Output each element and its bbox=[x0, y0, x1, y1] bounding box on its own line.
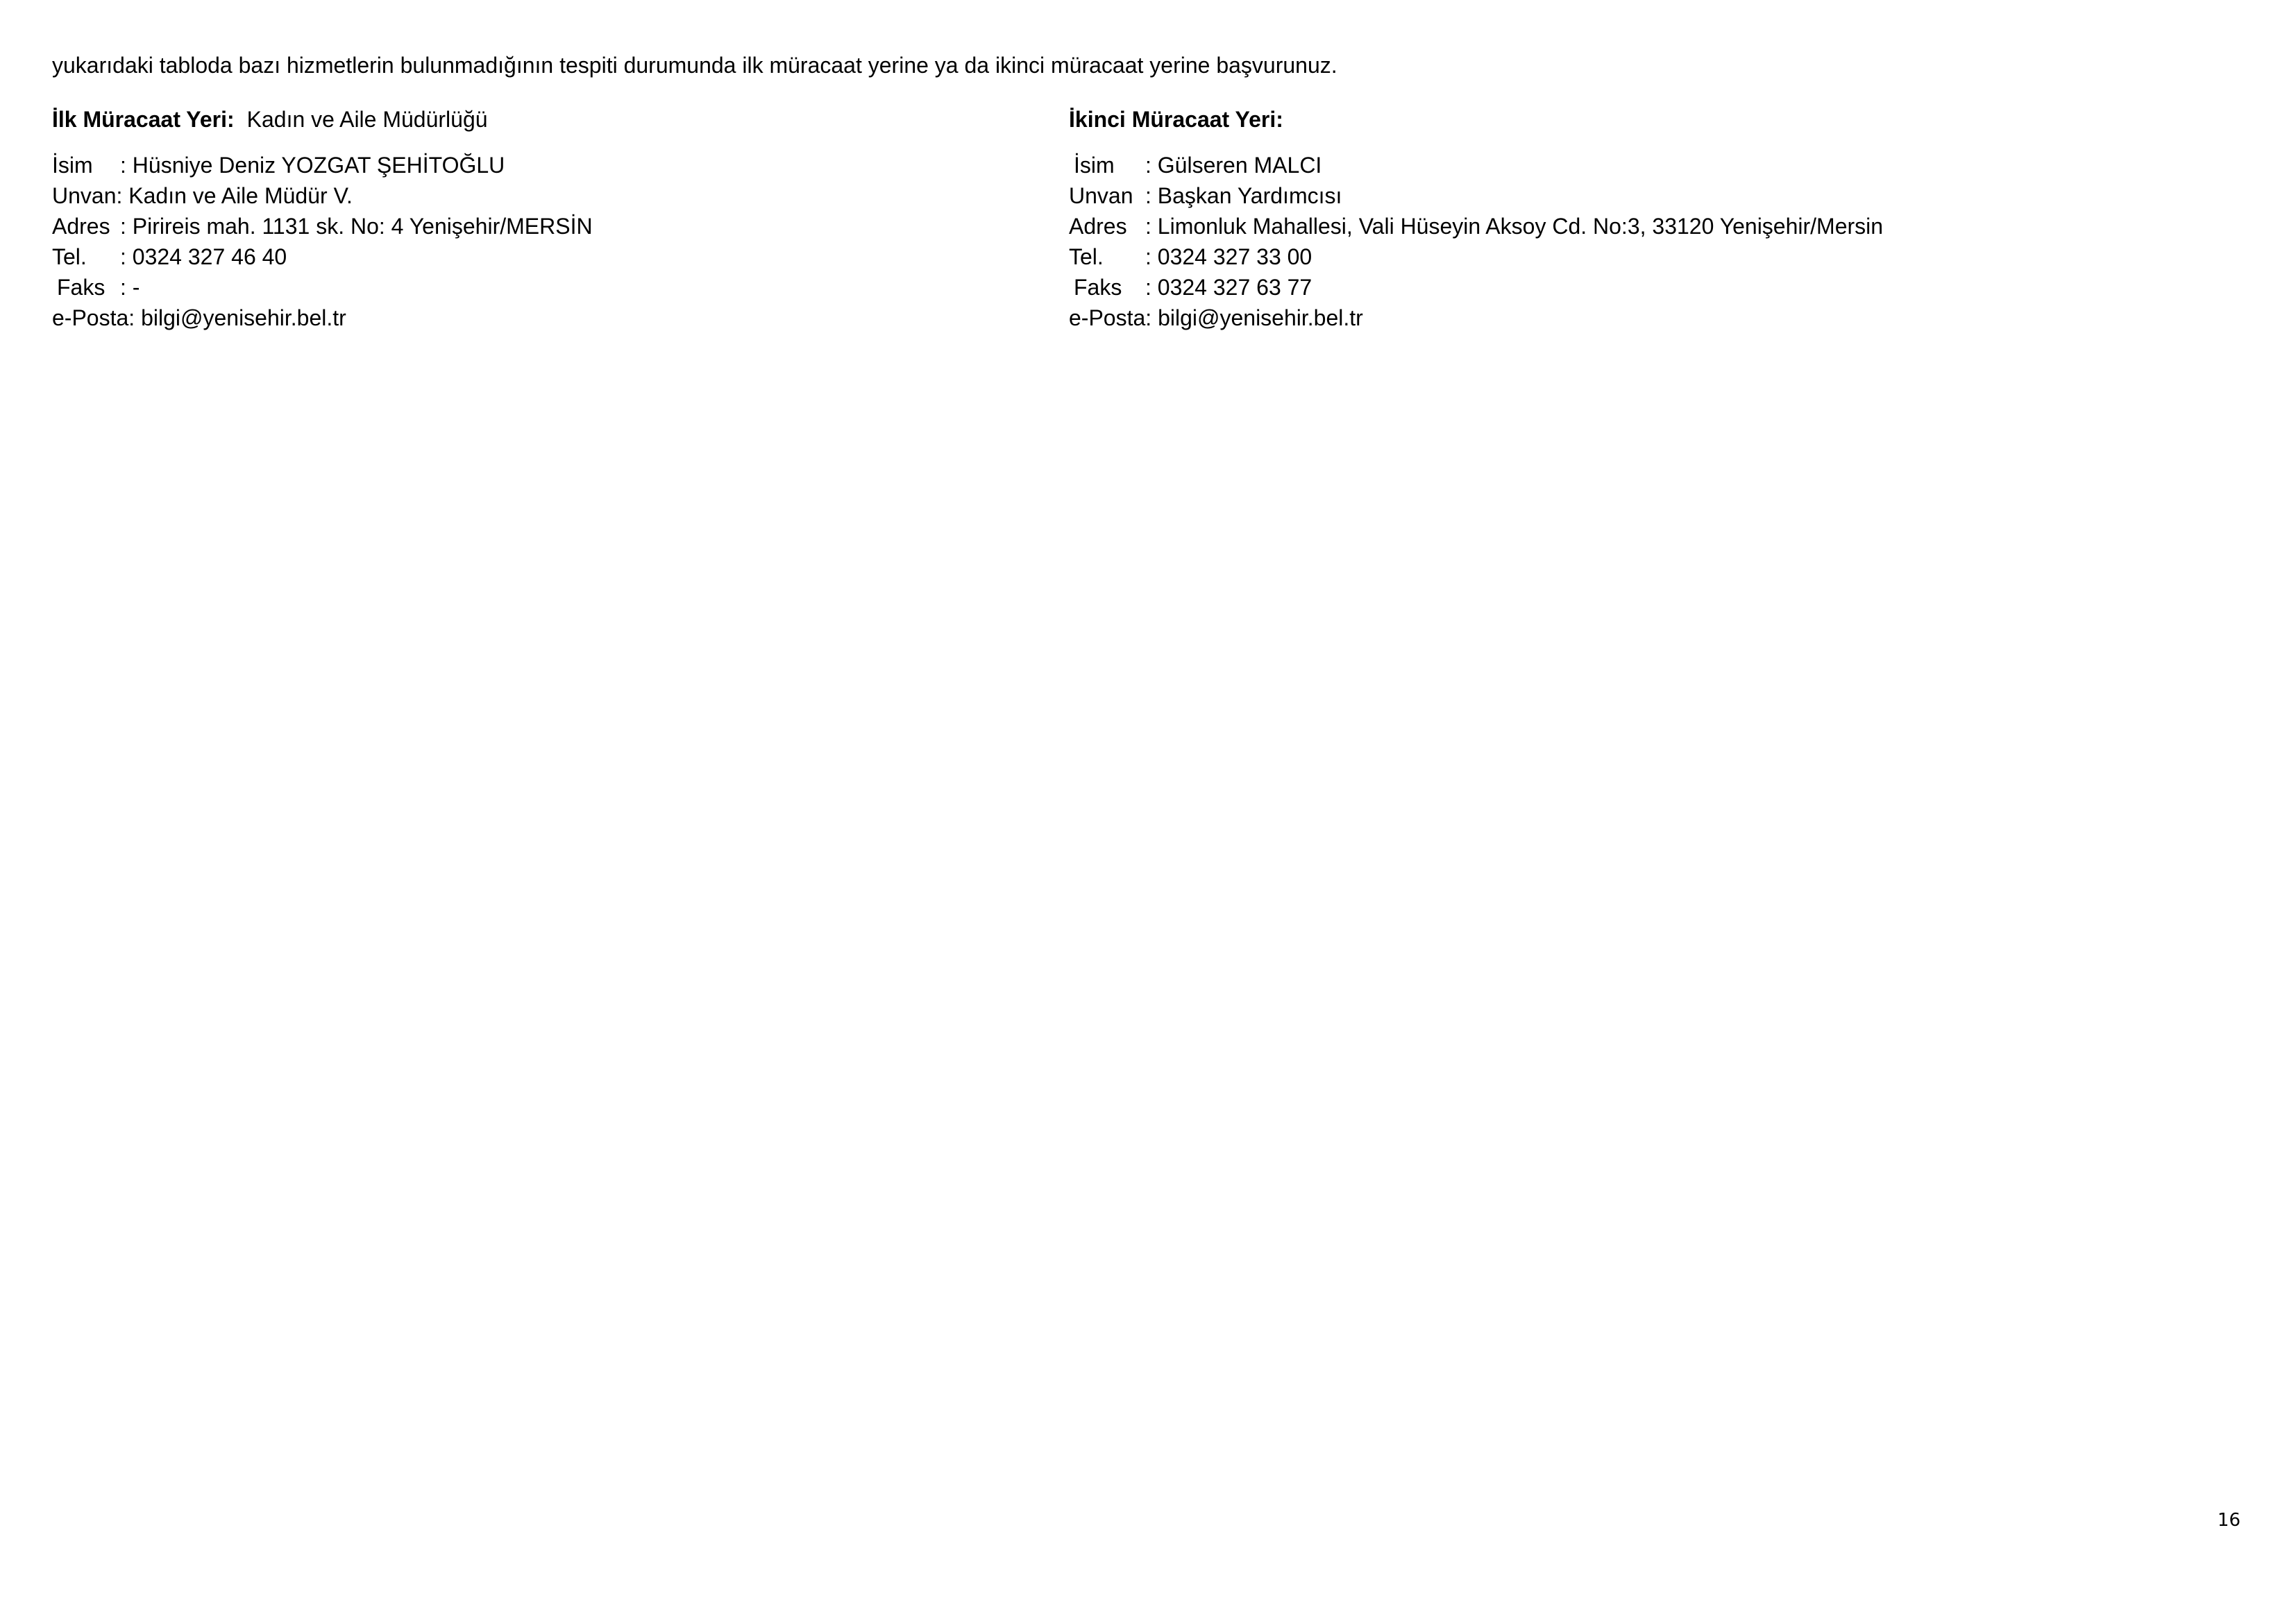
second-adres-label: Adres bbox=[1069, 214, 1127, 239]
first-tel-label: Tel. bbox=[52, 244, 87, 269]
first-adres-label: Adres bbox=[52, 214, 110, 239]
first-faks-label: Faks bbox=[57, 275, 105, 300]
first-application-contact bbox=[52, 103, 593, 333]
first-eposta-label: e-Posta bbox=[52, 305, 129, 330]
first-tel-value: : 0324 327 46 40 bbox=[120, 244, 287, 269]
second-tel-label: Tel. bbox=[1069, 244, 1104, 269]
first-application-title: İlk Müracaat Yeri: bbox=[52, 107, 235, 132]
second-adres-value: : Limonluk Mahallesi, Vali Hüseyin Aksoy Cd. No:3, 33120 Yenişehir/Mersin bbox=[1145, 214, 1884, 239]
second-eposta-label: e-Posta bbox=[1069, 305, 1146, 330]
first-unvan-row bbox=[52, 180, 593, 211]
second-isim-row bbox=[1069, 150, 1883, 180]
second-unvan-label: Unvan bbox=[1069, 183, 1133, 208]
page-number: 16 bbox=[2217, 1510, 2240, 1531]
first-eposta-row bbox=[52, 303, 593, 333]
first-isim-label: İsim bbox=[52, 153, 93, 178]
second-faks-row bbox=[1069, 272, 1883, 303]
second-unvan-row bbox=[1069, 180, 1883, 211]
first-faks-value: : - bbox=[120, 275, 140, 300]
second-tel-value: : 0324 327 33 00 bbox=[1145, 244, 1312, 269]
first-faks-row bbox=[52, 272, 593, 303]
first-unvan-label: Unvan bbox=[52, 183, 117, 208]
first-isim-value: : Hüsniye Deniz YOZGAT ŞEHİTOĞLU bbox=[120, 153, 505, 178]
second-tel-row bbox=[1069, 241, 1883, 272]
first-adres-row bbox=[52, 211, 593, 241]
first-tel-row bbox=[52, 241, 593, 272]
second-application-contact bbox=[1069, 103, 1883, 333]
second-application-heading bbox=[1069, 103, 1883, 136]
second-faks-value: : 0324 327 63 77 bbox=[1145, 275, 1312, 300]
first-unvan-value: : Kadın ve Aile Müdür V. bbox=[116, 183, 353, 208]
second-isim-value: : Gülseren MALCI bbox=[1145, 153, 1322, 178]
second-eposta-value: : bilgi@yenisehir.bel.tr bbox=[1145, 305, 1363, 330]
second-application-title: İkinci Müracaat Yeri: bbox=[1069, 107, 1283, 132]
second-eposta-row bbox=[1069, 303, 1883, 333]
first-application-department: Kadın ve Aile Müdürlüğü bbox=[246, 107, 488, 132]
first-eposta-value: : bilgi@yenisehir.bel.tr bbox=[128, 305, 346, 330]
first-adres-value: : Pirireis mah. 1131 sk. No: 4 Yenişehir/MERSİN bbox=[120, 214, 593, 239]
second-unvan-value: : Başkan Yardımcısı bbox=[1145, 183, 1342, 208]
first-application-heading bbox=[52, 103, 593, 136]
intro-text: yukarıdaki tabloda bazı hizmetlerin bulunmadığının tespiti durumunda ilk müracaat yerine ya da ikinci müracaat yerine başvurunuz. bbox=[52, 53, 1337, 78]
second-adres-row bbox=[1069, 211, 1883, 241]
second-isim-label: İsim bbox=[1074, 153, 1115, 178]
first-isim-row bbox=[52, 150, 593, 180]
second-faks-label: Faks bbox=[1074, 275, 1122, 300]
